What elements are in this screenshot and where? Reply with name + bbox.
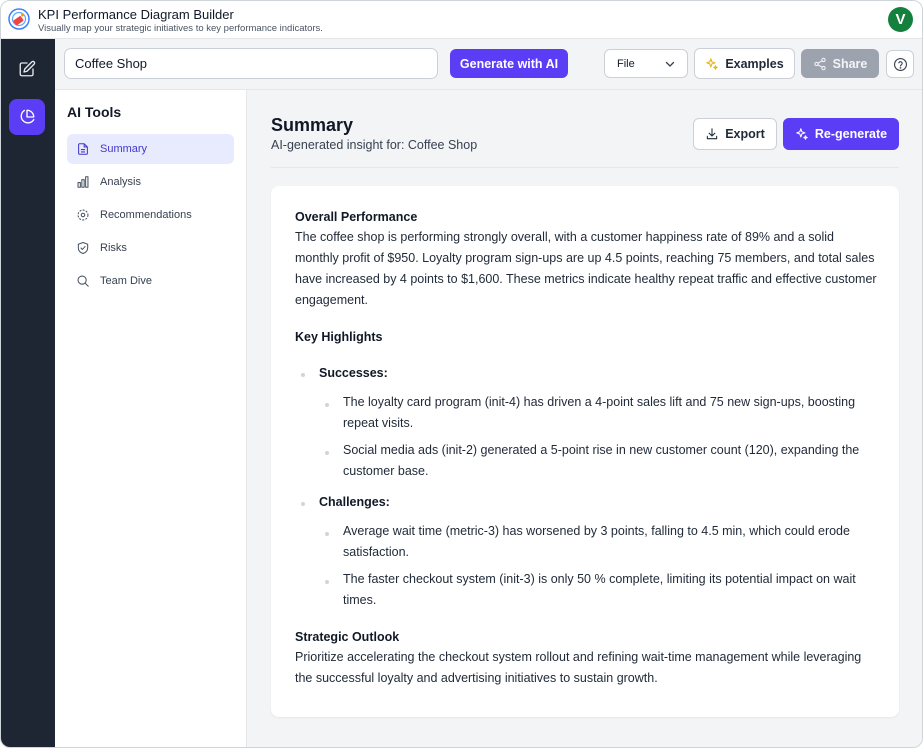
main-panel [247,90,923,748]
overall-performance-heading: Overall Performance [295,210,418,224]
generate-with-ai-button[interactable]: Generate with AI [450,49,568,78]
share-button[interactable] [801,49,879,78]
overall-performance-text: The coffee shop is performing strongly overall, with a customer happiness rate of 89% and a solid monthly profit of $950. Loyalty program sign-ups are up 4.5 points, reaching 75 members, and total sales have increased by 4 points to $1,600. These metrics indicate healthy repeat traffic and effective customer engagement. [295,230,877,307]
strategic-outlook-text: Prioritize accelerating the checkout system rollout and refining wait-time management while leveraging the successful loyalty and advertising initiatives to sustain growth. [295,650,862,685]
challenges-heading: Challenges: [319,495,390,509]
list-item: Social media ads (init-2) generated a 5-point rise in new customer count (120), expanding the customer base. [343,443,860,478]
ai-tools-sidebar [55,90,247,748]
list-bullet [325,403,329,407]
sidebar-item-label: Risks [100,242,127,254]
sidebar-item-label: Team Dive [100,275,152,287]
list-bullet [301,373,305,377]
gear-icon [76,208,90,222]
file-dropdown[interactable] [604,49,688,78]
list-item: The loyalty card program (init-4) has driven a 4-point sales lift and 75 new sign-ups, boosting repeat visits. [343,395,856,430]
toolbar [55,39,923,90]
list-bullet [325,451,329,455]
list-item: Average wait time (metric-3) has worsened by 3 points, falling to 4.5 min, which could erode satisfaction. [343,524,850,559]
page-title: Summary [271,115,354,135]
app-subtitle: Visually map your strategic initiatives to key performance indicators. [38,23,323,34]
search-icon [76,274,90,288]
chevron-down-icon [665,59,675,69]
rail-edit-button[interactable] [9,51,45,87]
key-highlights-heading: Key Highlights [295,330,383,344]
app-logo-icon [8,8,30,30]
avatar[interactable]: V [888,7,913,32]
pie-chart-icon [18,108,36,126]
title-bar [1,1,923,39]
sidebar-item-team-dive[interactable] [67,266,234,296]
regenerate-label: Re-generate [814,127,888,141]
project-name-input[interactable] [64,48,438,79]
sparkles-icon [795,127,809,141]
sidebar-heading: AI Tools [67,104,122,120]
summary-card [271,186,899,717]
edit-icon [18,60,36,78]
share-icon [813,57,827,71]
list-item: The faster checkout system (init-3) is only 50 % complete, limiting its potential impact on wait times. [343,572,856,607]
regenerate-button[interactable] [783,118,899,150]
document-icon [76,142,90,156]
list-bullet [301,502,305,506]
examples-button[interactable] [694,48,795,79]
rail-ai-tools-button[interactable] [9,99,45,135]
help-icon [893,57,908,72]
sidebar-item-risks[interactable] [67,233,234,263]
icon-rail [1,39,55,748]
share-label: Share [832,56,868,71]
list-bullet [325,532,329,536]
export-label: Export [725,127,765,141]
sparkles-icon [705,57,719,71]
app-title: KPI Performance Diagram Builder [38,7,234,22]
download-icon [705,127,719,141]
file-dropdown-label: File [617,57,635,70]
header-divider [271,167,899,168]
successes-heading: Successes: [319,366,388,380]
examples-label: Examples [725,56,784,71]
sidebar-item-label: Analysis [100,176,141,188]
sidebar-item-recommendations[interactable] [67,200,234,230]
bar-chart-icon [76,175,90,189]
sidebar-item-label: Recommendations [100,209,192,221]
sidebar-item-analysis[interactable] [67,167,234,197]
list-bullet [325,580,329,584]
shield-icon [76,241,90,255]
help-button[interactable] [886,50,914,78]
page-subtitle: AI-generated insight for: Coffee Shop [271,138,478,152]
sidebar-item-label: Summary [100,143,148,155]
export-button[interactable] [693,118,777,150]
sidebar-item-summary[interactable] [67,134,234,164]
strategic-outlook-heading: Strategic Outlook [295,630,400,644]
